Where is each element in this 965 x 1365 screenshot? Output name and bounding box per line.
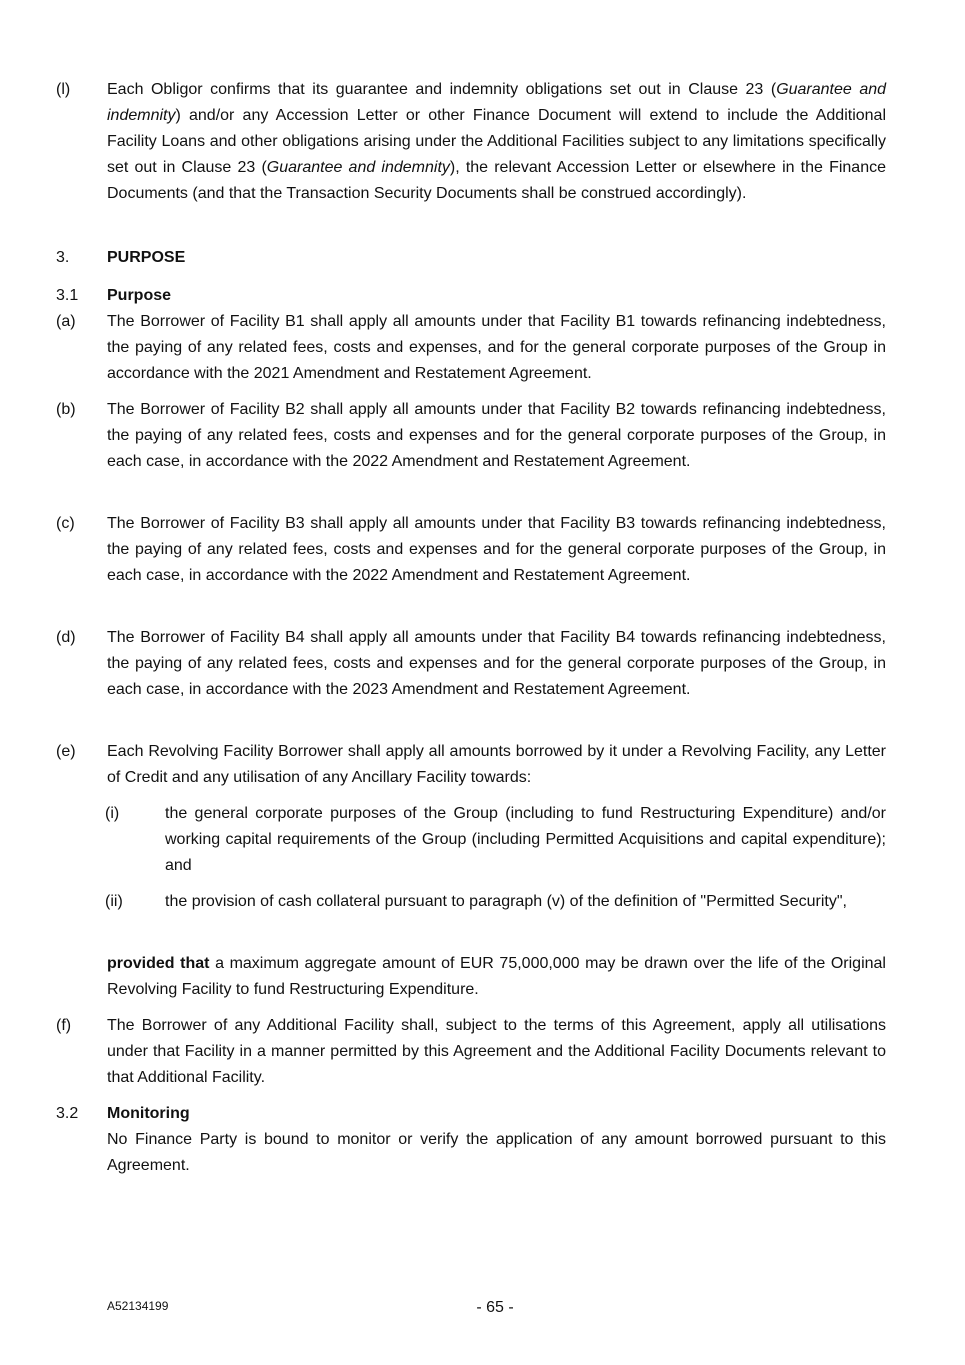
page-number: - 65 -: [476, 1299, 514, 1316]
clause-title: Purpose: [107, 287, 172, 304]
paragraph-text: Each Obligor confirms that its guarantee and indemnity obligations set out in Clause 23 (Guarantee and indemnity) and/or any Accession Letter or other Finance Document will extend to include the Additional Facility Loans and other obligations arising under the Additional Facilities subject to any limitations specifically set out in Clause 23 (Guarantee and indemnity), the relevant Accession Letter or elsewhere in the Finance Documents (and that the Transaction Security Documents shall be construed accordingly).: [107, 81, 887, 202]
subparagraph-text: the provision of cash collateral pursuant to paragraph (v) of the definition of "Permitted Security",: [165, 893, 847, 910]
subparagraph-e-ii: (ii) the provision of cash collateral pursuant to paragraph (v) of the definition of "Permitted Security",: [56, 889, 886, 915]
paragraph-text: The Borrower of any Additional Facility shall, subject to the terms of this Agreement, apply all utilisations under that Facility in a manner permitted by this Agreement and the Additional Facility Documents relevant to that Additional Facility.: [107, 1017, 886, 1086]
clause-3-2: 3.2 Monitoring No Finance Party is bound to monitor or verify the application of any amount borrowed pursuant to this Agreement.: [56, 1101, 886, 1179]
subparagraph-e-i: (i) the general corporate purposes of the Group (including to fund Restructuring Expenditure) and/or working capital requirements of the Group (including Permitted Acquisitions and capital expenditure); and: [56, 801, 886, 879]
paragraph-l: [56, 77, 886, 207]
clause-heading-3-1: 3.1 Purpose: [56, 283, 886, 309]
paragraph-text: No Finance Party is bound to monitor or verify the application of any amount borrowed pursuant to this Agreement.: [107, 1131, 886, 1174]
paragraph-c: (c) The Borrower of Facility B3 shall apply all amounts under that Facility B3 towards refinancing indebtedness, the paying of any related fees, costs and expenses and for the general corporate purposes of the Group, in each case, in accordance with the 2022 Amendment and Restatement Agreement.: [56, 511, 886, 589]
section-title: PURPOSE: [107, 249, 186, 266]
paragraph-text: The Borrower of Facility B2 shall apply all amounts under that Facility B2 towards refinancing indebtedness, the paying of any related fees, costs and expenses and for the general corporate purposes of the Group, in each case, in accordance with the 2022 Amendment and Restatement Agreement.: [107, 401, 886, 470]
paragraph-text: Each Revolving Facility Borrower shall apply all amounts borrowed by it under a Revolving Facility, any Letter of Credit and any utilisation of any Ancillary Facility towards:: [107, 743, 886, 786]
clause-title: Monitoring: [107, 1105, 190, 1122]
proviso-text: provided that a maximum aggregate amount of EUR 75,000,000 may be drawn over the life of the Original Revolving Facility to fund Restructuring Expenditure.: [107, 955, 886, 998]
paragraph-e: (e) Each Revolving Facility Borrower shall apply all amounts borrowed by it under a Revolving Facility, any Letter of Credit and any utilisation of any Ancillary Facility towards:: [56, 739, 886, 791]
paragraph-a: (a) The Borrower of Facility B1 shall apply all amounts under that Facility B1 towards refinancing indebtedness, the paying of any related fees, costs and expenses, and for the general corporate purposes of the Group in accordance with the 2021 Amendment and Restatement Agreement.: [56, 309, 886, 387]
paragraph-d: (d) The Borrower of Facility B4 shall apply all amounts under that Facility B4 towards refinancing indebtedness, the paying of any related fees, costs and expenses and for the general corporate purposes of the Group, in each case, in accordance with the 2023 Amendment and Restatement Agreement.: [56, 625, 886, 703]
paragraph-text: The Borrower of Facility B1 shall apply all amounts under that Facility B1 towards refinancing indebtedness, the paying of any related fees, costs and expenses, and for the general corporate purposes of the Group in accordance with the 2021 Amendment and Restatement Agreement.: [107, 313, 886, 382]
paragraph-text: The Borrower of Facility B4 shall apply all amounts under that Facility B4 towards refinancing indebtedness, the paying of any related fees, costs and expenses and for the general corporate purposes of the Group, in each case, in accordance with the 2023 Amendment and Restatement Agreement.: [107, 629, 886, 698]
subparagraph-text: the general corporate purposes of the Group (including to fund Restructuring Expenditure) and/or working capital requirements of the Group (including Permitted Acquisitions and capital expenditure); and: [165, 805, 886, 874]
document-reference: A52134199: [107, 1299, 169, 1313]
paragraph-number: (l): [56, 81, 71, 98]
paragraph-f: (f) The Borrower of any Additional Facility shall, subject to the terms of this Agreement, apply all utilisations under that Facility in a manner permitted by this Agreement and the Additional Facility Documents relevant to that Additional Facility.: [56, 1013, 886, 1091]
paragraph-b: (b) The Borrower of Facility B2 shall apply all amounts under that Facility B2 towards refinancing indebtedness, the paying of any related fees, costs and expenses and for the general corporate purposes of the Group, in each case, in accordance with the 2022 Amendment and Restatement Agreement.: [56, 397, 886, 475]
section-heading: 3. PURPOSE: [56, 245, 886, 271]
proviso: [56, 951, 886, 1003]
paragraph-text: The Borrower of Facility B3 shall apply all amounts under that Facility B3 towards refinancing indebtedness, the paying of any related fees, costs and expenses and for the general corporate purposes of the Group, in each case, in accordance with the 2022 Amendment and Restatement Agreement.: [107, 515, 886, 584]
